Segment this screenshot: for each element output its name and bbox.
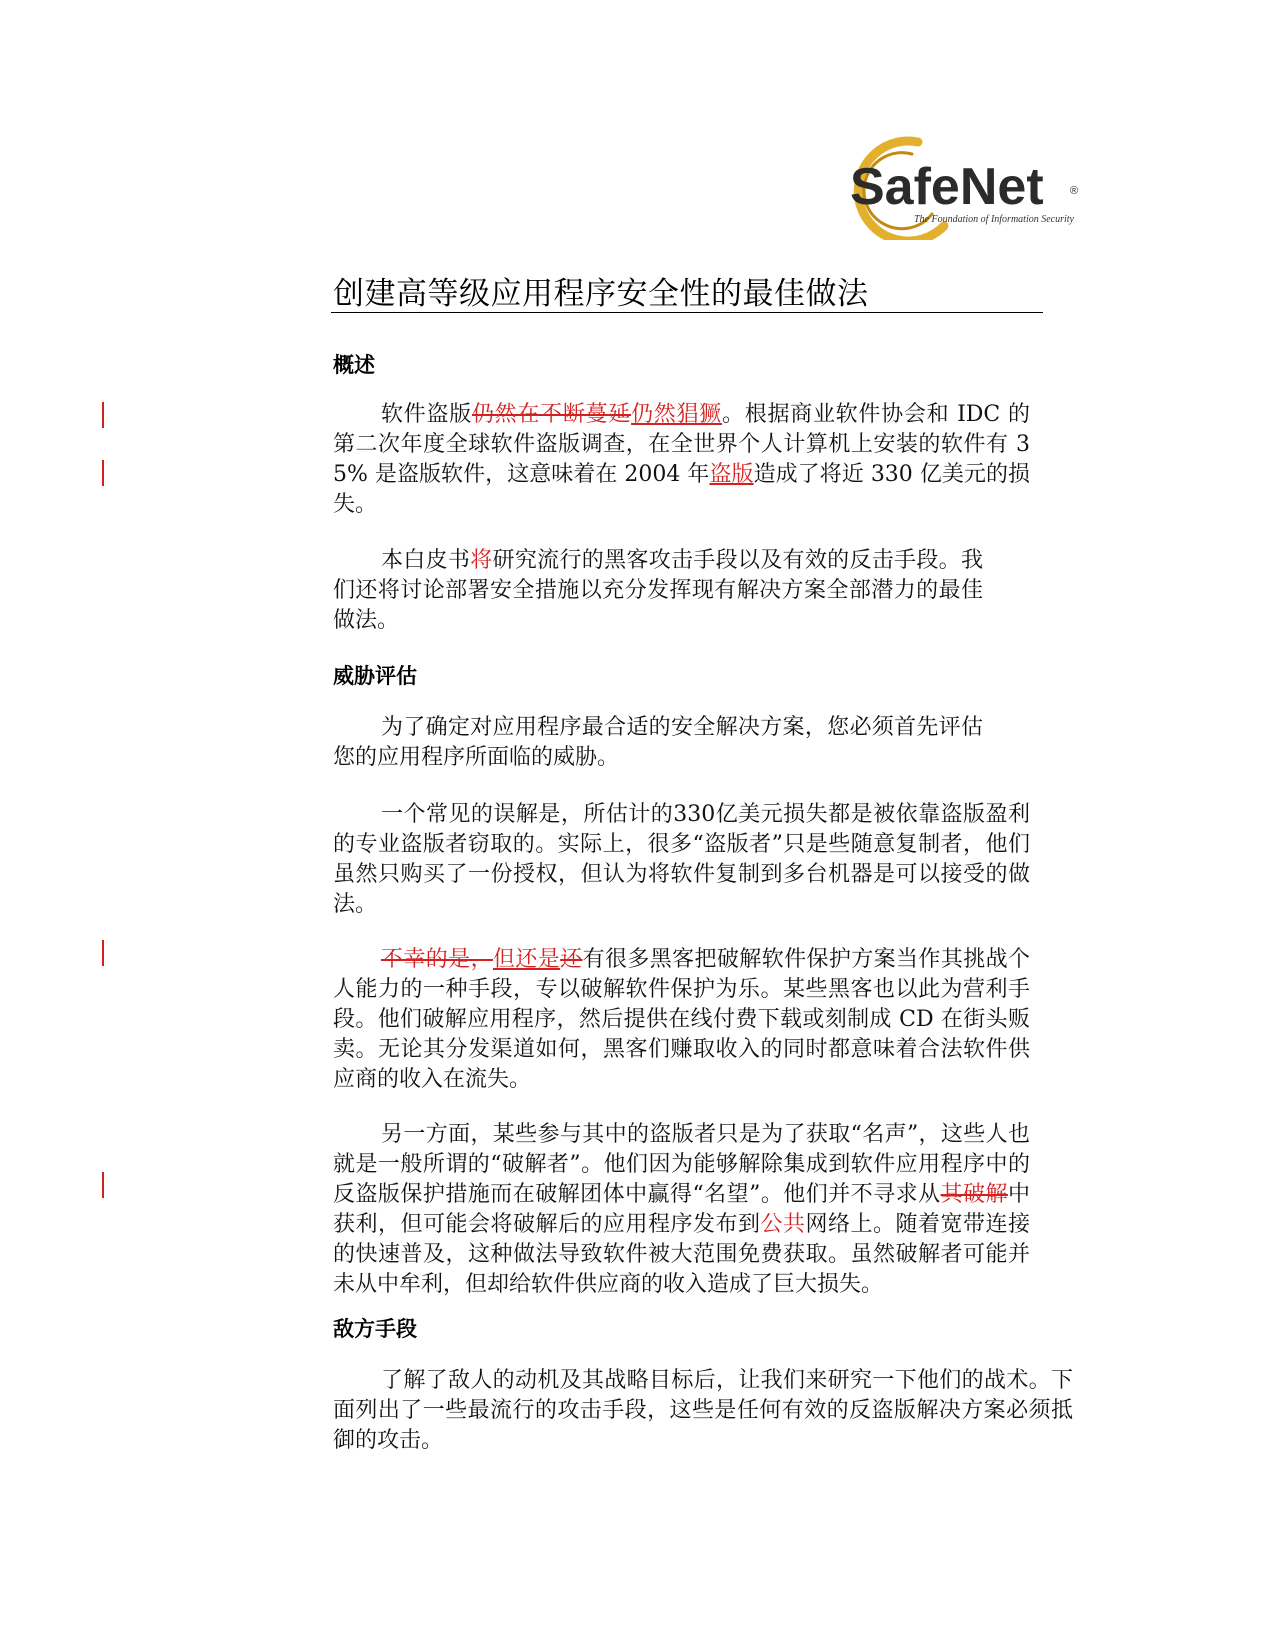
inserted-text: 盗版 — [709, 462, 754, 487]
text-run: 有很多黑客把破解软件保护方案当作其挑战个人能力的一种手段，专以破解软件保护为乐。某些黑客也以此为营利手段。他们破解应用程序，然后提供在线付费下载或刻制成 CD 在街头贩卖。无论其分发渠道如何，黑客们赚取收入的同时都意味着合法软件供应商的收入在流失。 — [333, 947, 1030, 1092]
inserted-text: 仍然猖獗 — [631, 402, 723, 427]
section-heading-overview: 概述 — [333, 353, 375, 377]
page-title: 创建高等级应用程序安全性的最佳做法 — [333, 276, 869, 312]
logo-brand: SafeNet — [850, 158, 1044, 216]
safenet-logo — [826, 130, 1116, 240]
text-run: 。根据商业软件协会和 IDC 的第二次年度全球软件盗版调查，在全世界个人计算机上安装的软件有 35% 是盗版软件，这意味着在 2004 年 — [333, 402, 1030, 487]
deleted-text: 还 — [560, 947, 583, 972]
text-run: 软件盗版 — [381, 402, 472, 427]
text-run: 另一方面，某些参与其中的盗版者只是为了获取“名声”，这些人也就是一般所谓的“破解者”。他们因为能够解除集成到软件应用程序中的反盗版保护措施而在破解团体中赢得“名望”。他们并不寻求从 — [333, 1122, 1030, 1207]
paragraph-threat-3 — [333, 945, 1030, 1095]
text-run: 本白皮书 — [381, 548, 471, 573]
change-bar — [102, 1172, 104, 1198]
paragraph-threat-4 — [333, 1120, 1030, 1300]
deleted-text: 不幸的是， — [381, 947, 493, 972]
deleted-text: 其破解 — [940, 1182, 1008, 1207]
paragraph-overview-2 — [333, 546, 983, 636]
text-run: 研究流行的黑客攻击手段以及有效的反击手段。我们还将讨论部署安全措施以充分发挥现有解决方案全部潜力的最佳做法。 — [333, 548, 983, 633]
inserted-text: 但还是 — [492, 947, 561, 972]
paragraph-tactics-1: 了解了敌人的动机及其战略目标后，让我们来研究一下他们的战术。下面列出了一些最流行的攻击手段，这些是任何有效的反盗版解决方案必须抵御的攻击。 — [333, 1368, 1073, 1453]
paragraph-threat-1: 为了确定对应用程序最合适的安全解决方案，您必须首先评估您的应用程序所面临的威胁。 — [333, 715, 983, 770]
change-bar — [102, 402, 104, 428]
change-bar — [102, 460, 104, 486]
logo-tagline: The Foundation of Information Security — [914, 214, 1074, 225]
change-bar — [102, 940, 104, 966]
text-run: 网络上。随着宽带连接的快速普及，这种做法导致软件被大范围免费获取。虽然破解者可能并未从中牟利，但却给软件供应商的收入造成了巨大损失。 — [333, 1212, 1030, 1297]
title-divider — [331, 312, 1043, 313]
logo-registered: ® — [1070, 185, 1079, 197]
deleted-text: 仍然在不断蔓延 — [471, 402, 632, 427]
marked-text: 将 — [470, 548, 493, 573]
text-run: 中获利，但可能会将破解后的应用程序发布到 — [333, 1182, 1030, 1237]
marked-text: 公共 — [760, 1212, 806, 1237]
section-heading-tactics: 敌方手段 — [333, 1317, 417, 1341]
text-run: 造成了将近 330 亿美元的损失。 — [333, 462, 1030, 517]
paragraph-threat-2: 一个常见的误解是，所估计的330亿美元损失都是被依靠盗版盈利的专业盗版者窃取的。实际上，很多“盗版者”只是些随意复制者，他们虽然只购买了一份授权，但认为将软件复制到多台机器是可以接受的做法。 — [333, 802, 1030, 917]
paragraph-overview-1 — [333, 400, 1030, 520]
section-heading-threat: 威胁评估 — [333, 664, 417, 688]
